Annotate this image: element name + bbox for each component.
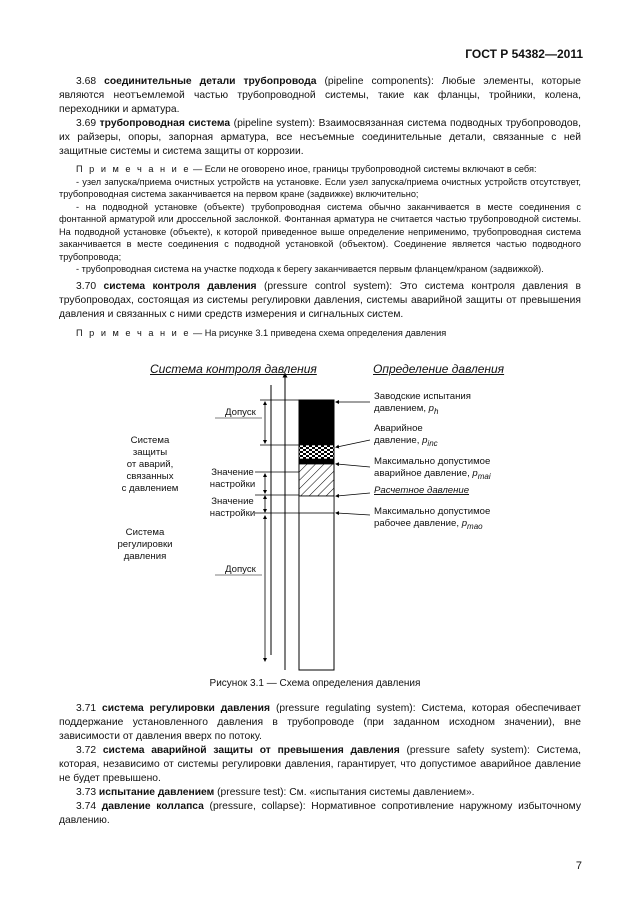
label-protect-system: Система защиты от аварий, связанных с давлением bbox=[121, 435, 179, 494]
def-3-72: 3.72 система аварийной защиты от превышения давления (pressure safety system): Система, которая, независимо от системы регулировки давления, гарантирует, что допустимое аварийное давление не будет превышено. bbox=[59, 745, 581, 784]
figure-title-right: Определение давления bbox=[373, 362, 505, 376]
label-pinc: Аварийное давление, $p_{inc}$ bbox=[374, 423, 438, 448]
label-ph: Заводские испытания давлением, $p_h$ bbox=[374, 391, 471, 416]
def-3-74: 3.74 давление коллапса (pressure, collapse): Нормативное сопротивление наружному избыточному давлению. bbox=[59, 801, 581, 826]
note-2: П р и м е ч а н и е — На рисунке 3.1 приведена схема определения давления bbox=[76, 327, 447, 338]
def-3-71: 3.71 система регулировки давления (pressure regulating system): Система, которая обеспечивает поддержание установленного давления в трубопроводе (при заданном исходном значении), вне зависимости от давления вверх по потоку. bbox=[59, 703, 581, 742]
label-regul-system: Система регулировки давления bbox=[117, 527, 173, 562]
label-dopusk-1: Допуск bbox=[225, 407, 256, 418]
label-pmao: Максимально допустимое рабочее давление, $p_{mao}$ bbox=[374, 506, 491, 531]
label-dopusk-2: Допуск bbox=[225, 564, 256, 575]
label-setting-1: Значение настройки bbox=[209, 467, 256, 490]
block-thin bbox=[299, 459, 334, 464]
page-number: 7 bbox=[575, 860, 582, 872]
block-incidental bbox=[299, 445, 334, 459]
label-pmai: Максимально допустимое аварийное давление, $p_{mai}$ bbox=[374, 456, 491, 481]
block-mai bbox=[299, 464, 334, 496]
figure-3-1 bbox=[0, 355, 630, 685]
def-3-68: 3.68 соединительные детали трубопровода (pipeline components): Любые элементы, которые являются неотъемлемой частью трубопроводной системы, такие как фланцы, тройники, колена, переходники и арматура. bbox=[59, 76, 581, 115]
def-3-73: 3.73 испытание давлением (pressure test): См. «испытания системы давлением». bbox=[76, 787, 475, 798]
block-factory-test bbox=[299, 400, 334, 445]
label-setting-2: Значение настройки bbox=[209, 496, 256, 519]
def-3-70: 3.70 система контроля давления (pressure control system): Это система контроля давления в трубопроводах, состоящая из системы регулировки давления, системы аварийной защиты от превышения давления и связанных с ними средств измерения и сигнальных систем. bbox=[59, 280, 581, 320]
document-header: ГОСТ Р 54382—2011 bbox=[465, 47, 583, 61]
definitions-bottom bbox=[59, 702, 581, 828]
pressure-diagram bbox=[0, 355, 630, 685]
note-1: П р и м е ч а н и е — Если не оговорено иное, границы трубопроводной системы включают в себя: - узел запуска/приема очистных устройств на установке. Если узел запуска/приема очистных устройств отсутствует, трубопроводная система заканчивается на первом кране (задвижке) включительно; - на подводной установке (объекте) трубопроводная система обычно заканчивается в месте соединения с фонтанной арматурой или дроссельной заслонкой. Фонтанная арматура не считается частью трубопроводной системы. На подводной установке (объекте), к которой приведенное выше определение неприменимо, трубопроводная система заканчивается в месте соединения с подводной установкой (объектом). Соединение является частью подводного трубопровода; - трубопроводная система на участке подхода к берегу заканчивается первым фланцем/краном (задвижкой). bbox=[59, 164, 581, 274]
figure-title-left: Система контроля давления bbox=[150, 362, 317, 376]
def-3-69: 3.69 трубопроводная система (pipeline system): Взаимосвязанная система подводных трубопроводов, их райзеры, опоры, запорная арматура, все несъемные соединительные детали, связанные с ней защитные системы и система защиты от коррозии. bbox=[59, 118, 581, 157]
figure-caption: Рисунок 3.1 — Схема определения давления bbox=[209, 678, 421, 689]
block-design bbox=[299, 496, 334, 513]
definitions-top bbox=[59, 75, 581, 339]
label-design: Расчетное давление bbox=[374, 485, 470, 496]
